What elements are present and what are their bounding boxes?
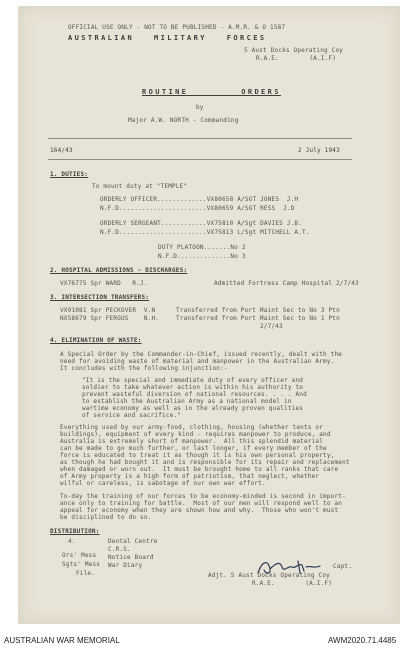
transfer-id: VX91081 Spr PECKOVER V.N [60,307,156,314]
distribution-item: Ors' Mess [62,552,97,559]
hospital-detail: Admitted Fortress Camp Hospital 2/7/43 [214,280,359,287]
distribution-item: Sgts' Mess [62,561,101,568]
paragraph-line: need for avoiding waste of material and manpower in the Australian Army. [60,358,335,365]
quote-line: "It is the special and immediate duty of every officer and [82,377,304,384]
distribution-item: File. [76,570,96,577]
quote-line: prevent wasteful diversion of national resources. . . . And [82,391,307,398]
paragraph-line: appeal for economy when they are shown how and why. Those who won't must [60,507,339,514]
paragraph-line: wilful or careless, is sabotage of our own war effort. [60,480,266,487]
order-number: 164/43 [50,147,73,154]
paragraph-line: ance only to training for battle. Most of our men will respond well to an [60,500,343,507]
transfer-id: NX58679 Spr FERGUS N.H. [60,315,160,322]
quote-line: soldier to take whatever action is within his authority to [82,384,304,391]
distribution-item: C.R.S. [108,546,131,553]
duty-line: N.F.D.......................VX75813 L/Sgt MITCHELL A.T. [100,229,310,236]
footer-institution: AUSTRALIAN WAR MEMORIAL [4,636,120,645]
distribution-item: 4. [68,538,76,545]
paragraph-line: of Army property is a high form of patriotism, that neglect, whether [60,473,320,480]
distribution-item: Notice Board [108,554,154,561]
platoon-line: DUTY PLATOON.......No 2 [158,244,246,251]
paragraph-line: To-day the training of our forces to be economy-minded is second in import- [60,493,346,500]
paragraph-line: when damaged or worn out. It must be brought home to all ranks that care [60,466,339,473]
force-heading: AUSTRALIAN MILITARY FORCES [68,34,267,42]
transfer-date: 2/7/43 [260,323,283,330]
paragraph-line: Everything used by our army-food, clothing, housing (whether tents or [60,424,324,431]
hospital-entry: VX76775 Spr WARD R.J. [60,280,148,287]
quote-line: to establish the Australian Army as a national model in [82,398,292,405]
commander-line: Major A.W. NORTH - Commanding [128,117,239,124]
order-date: 2 July 1943 [298,147,340,154]
top-rule [48,138,352,139]
footer-accession: AWM2020.71.4485 [328,636,397,645]
transfer-detail: Transferred from Port Maint Sec to No 3 Ptn [176,307,340,314]
signature-line-2: R.A.E. (A.I.F) [252,580,333,587]
paragraph-line: can be made to go much further, or last longer, if every member of the [60,445,327,452]
distribution-item: War Diary [108,562,143,569]
signature-rank: Capt. [333,563,353,570]
by-line: by [196,104,204,111]
duty-line: ORDERLY OFFICER.............VX80658 A/SGT JONES J.H [100,196,299,203]
bottom-rule [48,159,352,160]
paragraph-line: Australia is extremely short of manpower. All this splendid material [60,438,324,445]
classification-line: OFFICIAL USE ONLY - NOT TO BE PUBLISHED - A.M.R. & O 1587 [68,24,286,31]
paragraph-line: A Special Order by the Commander-in-Chief, issued recently, dealt with the [60,351,343,358]
paragraph-line: force is educated to treat it as though it is his own personal property, [60,452,335,459]
duty-line: N.F.D.......................VX80659 A/SGT RESS J.D [100,205,295,212]
document-title: ROUTINE ORDERS [142,88,281,96]
section-3-heading: 3. INTERSECTION TRANSFERS: [50,294,150,301]
paragraph-line: buildings), equipment of every kind - requires manpower to produce, and [60,431,331,438]
transfer-detail: Transferred from Port Maint Sec to No 1 Ptn [176,315,340,322]
platoon-line: N.F.D..............No 3 [158,253,246,260]
duty-intro: To mount duty at "TEMPLE" [92,183,188,190]
paragraph-line: It concludes with the following injunction:- [60,365,228,372]
section-4-heading: 4. ELIMINATION OF WASTE: [50,337,142,344]
unit-line-1: 5 Aust Docks Operating Coy [244,47,344,54]
paragraph-line: be disciplined to do so. [60,514,152,521]
section-2-heading: 2. HOSPITAL ADMISSIONS - DISCHARGES: [50,267,188,274]
paragraph-line: as though he had bought it and is responsible for its repair and replacement [60,459,350,466]
unit-line-2: R.A.E. (A.I.F) [256,55,337,62]
signature-line-1: Adjt. 5 Aust Docks Operating Coy [208,572,330,579]
duty-line: ORDERLY SERGEANT............VX75810 A/Sgt DAVIES J.B. [100,220,303,227]
distribution-heading: DISTRIBUTION: [50,528,100,535]
section-1-heading: 1. DUTIES: [50,171,89,178]
distribution-item: Dental Centre [108,538,158,545]
quote-line: wartime economy as well as in the already proven qualities [82,405,304,412]
quote-line: of service and sacrifice." [82,412,182,419]
